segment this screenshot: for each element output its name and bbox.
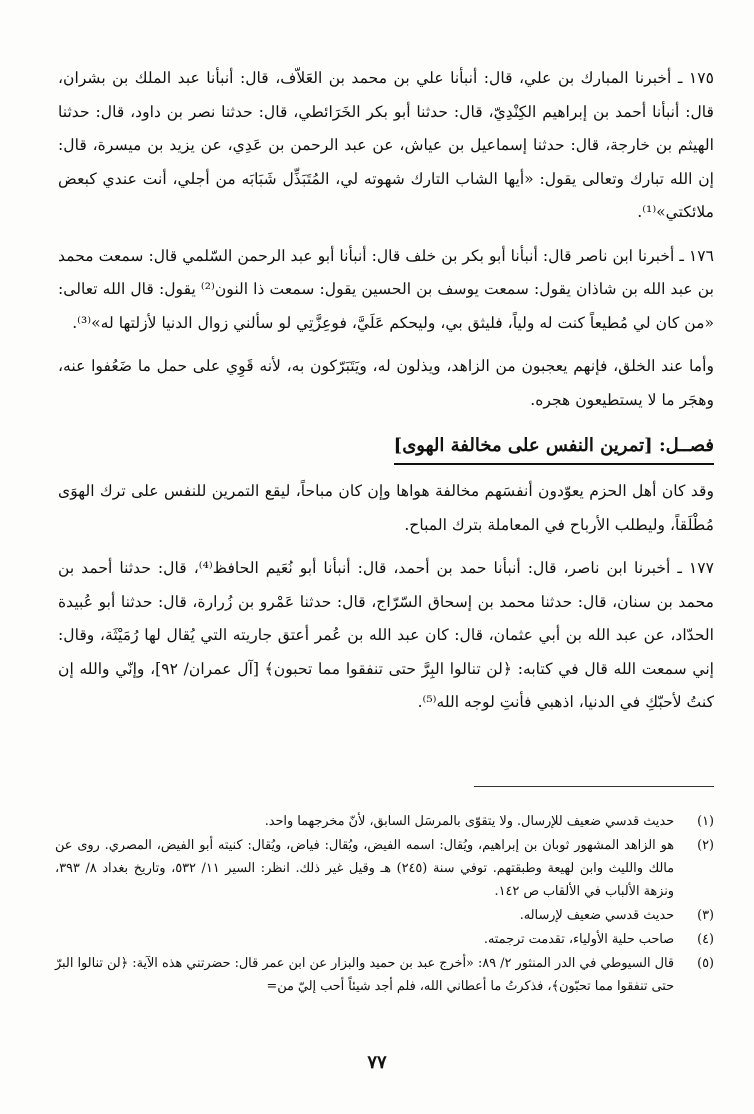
footnote-text: حديث قدسي ضعيف للإرسال. ولا يتقوّى بالمرسَل السابق، لأنّ مخرجهما واحد. bbox=[264, 814, 674, 829]
footnote-2 bbox=[55, 834, 714, 903]
footnote-separator bbox=[474, 786, 714, 787]
paragraph-175: ١٧٥ ـ أخبرنا المبارك بن علي، قال: أنبأنا علي بن محمد بن العَلاّف، قال: أنبأنا عبد الملك بن بشران، قال: أنبأنا أحمد بن إبراهيم الكِنْدِيّ، قال: حدثنا أبو بكر الخَرَائطي، قال: حدثنا نصر بن داود، قال: حدثنا الهيثم بن خارجة، قال: حدثنا إسماعيل بن عياش، عن عبد الرحمن بن عَدِي، عن يزيد بن ميسرة، قال: إن الله تبارك وتعالى يقول: «أيها الشاب التارك شهوته لي، المُتَبَذِّل شَبَابَه من أجلي، أنت عندي كبعض ملائكتي»⁽¹⁾. bbox=[58, 69, 714, 221]
page-number: ٧٧ bbox=[367, 1052, 387, 1073]
footnote-number: (١) bbox=[697, 814, 714, 829]
footnote-number: (٢) bbox=[697, 838, 714, 853]
footnotes bbox=[55, 810, 714, 999]
paragraph-zuhd-comment: وأما عند الخلق، فإنهم يعجبون من الزاهد، ويذلون له، ويَتَبَرّكون به، لأنه قَوِي على حمل ما ضَعُفوا عنه، وهجَر ما لا يستطيعون هجره. bbox=[58, 357, 714, 409]
footnote-4 bbox=[55, 928, 714, 951]
section-heading-label: فصــل: bbox=[658, 435, 714, 456]
footnote-text: حديث قدسي ضعيف لإرساله. bbox=[519, 908, 674, 923]
footnote-number: (٣) bbox=[697, 908, 714, 923]
footnote-3 bbox=[55, 904, 714, 927]
section-heading-title bbox=[394, 431, 714, 465]
footnote-number: (٤) bbox=[697, 932, 714, 947]
section-heading bbox=[58, 431, 714, 465]
footnote-5 bbox=[55, 952, 714, 998]
footnote-number: (٥) bbox=[697, 956, 714, 971]
paragraph-177: ١٧٧ ـ أخبرنا ابن ناصر، قال: أنبأنا حمد بن أحمد، قال: أنبأنا أبو نُعَيم الحافظ⁽⁴⁾، قال: حدثنا أحمد بن محمد بن سنان، قال: حدثنا محمد بن إسحاق السّرّاج، قال: حدثنا عَمْرو بن زُرارة، قال: حدثنا أبو عُبيدة الحدّاد، عن عبد الله بن أبي عثمان، قال: كان عبد الله بن عُمر أعتق جاريته التي يُقال لها رُمَيْثَة، وقال: إني سمعت الله قال في كتابه: ﴿لن تنالوا البِرَّ حتى تنفقوا مما تحبون﴾ [آل عمران/ ٩٢]، وإنّي والله إن كنتُ لأحبّكِ في الدنيا، اذهبي فأنتِ لوجه الله⁽⁵⁾. bbox=[58, 559, 714, 711]
footnote-1 bbox=[55, 810, 714, 833]
footnote-text: هو الزاهد المشهور ثوبان بن إبراهيم، ويُقال: اسمه الفيض، ويُقال: فياض، ويُقال: كنيته أبو الفيض، المصري. روى عن مالك والليث وابن لهيعة وطبقتهم. توفي سنة (٢٤٥) هـ وقيل غير ذلك. انظر: السير ١١/ ٥٣٢، وتاريخ بغداد ٨/ ٣٩٣، ونزهة الألباب في الألقاب ص ١٤٢. bbox=[55, 838, 675, 899]
paragraph-training: وقد كان أهل الحزم يعوّدون أنفسَهم مخالفة هواها وإن كان مباحاً، ليقع التمرين للنفس على ترك الهوَى مُطْلَقاً، وليطلب الأرباح في المعاملة بترك المباح. bbox=[58, 482, 714, 534]
section-heading-text: [تمرين النفس على مخالفة الهوى] bbox=[393, 435, 653, 456]
main-text bbox=[58, 62, 714, 730]
footnote-text: صاحب حلية الأولياء، تقدمت ترجمته. bbox=[483, 932, 674, 947]
footnote-text: قال السيوطي في الدر المنثور ٢/ ٨٩: «أخرج عبد بن حميد والبزار عن ابن عمر قال: حضرتني هذه الآية: ﴿لن تنالوا البرّ حتى تنفقوا مما تحبّون﴾، فذكرتُ ما أعطاني الله، فلم أجد شيئاً أحب إليّ من= bbox=[55, 956, 674, 994]
paragraph-176: ١٧٦ ـ أخبرنا ابن ناصر قال: أنبأنا أبو بكر بن خلف قال: أنبأنا أبو عبد الرحمن السّلمي قال: سمعت محمد بن عبد الله بن شاذان يقول: سمعت يوسف بن الحسين يقول: سمعت ذا النون⁽²⁾ يقول: قال الله تعالى: «من كان لي مُطيعاً كنت له ولياً، فليثق بي، وليحكم عَلَيَّ، فوعِزَّتِي لو سألني زوال الدنيا لأزلتها له»⁽³⁾. bbox=[58, 246, 714, 332]
